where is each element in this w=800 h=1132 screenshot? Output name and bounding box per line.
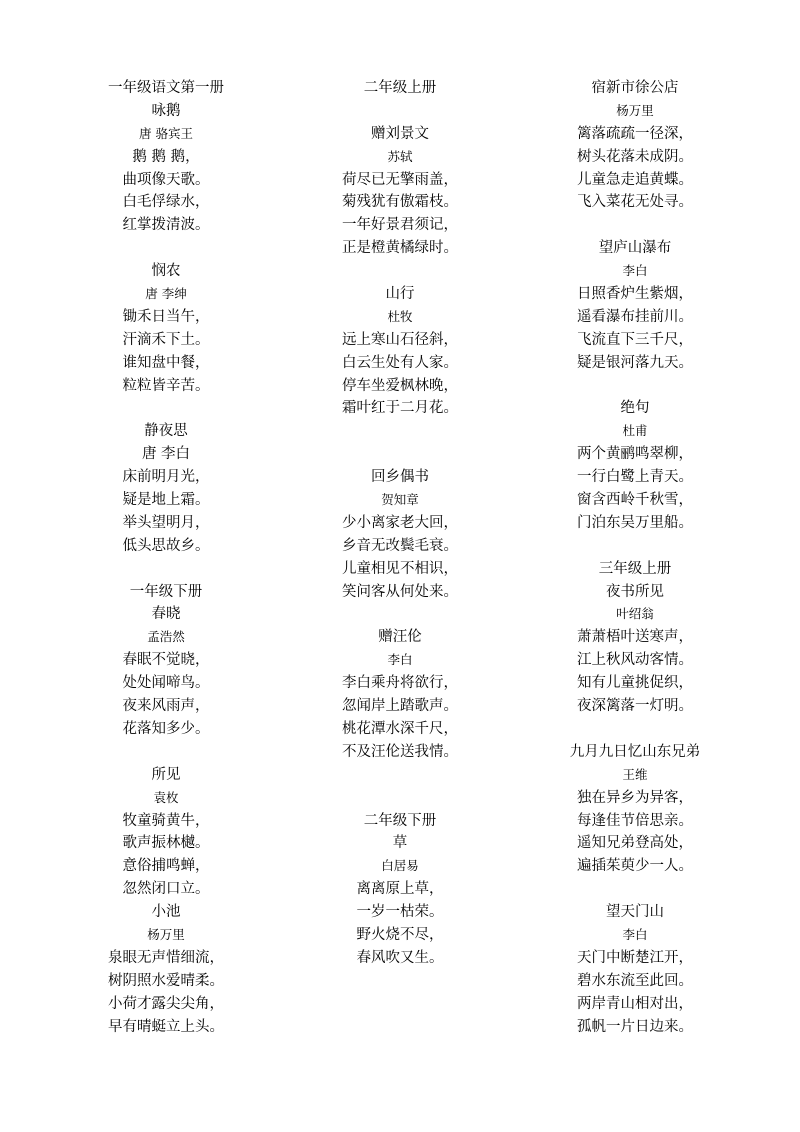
poem-column-3 <box>510 77 760 1038</box>
poem-line: 菊残犹有傲霜枝。 <box>342 194 458 211</box>
poem-line: 一岁一枯荣。 <box>356 904 444 921</box>
poem-line: 夜深篱落一灯明。 <box>577 698 693 715</box>
poem-line: 两个黄鹂鸣翠柳， <box>577 446 693 463</box>
poem-title: 望天门山 <box>606 904 664 921</box>
poem-title: 夜书所见 <box>606 583 664 600</box>
poem-author: 杜牧 <box>387 308 413 324</box>
poem-line: 笑问客从何处来。 <box>342 583 458 600</box>
section-heading: 一年级下册 <box>129 583 203 600</box>
poem-line: 乡音无改鬓毛衰。 <box>342 537 458 554</box>
poem-line: 遥看瀑布挂前川。 <box>577 308 693 325</box>
poem-line: 歌声振林樾。 <box>122 835 210 852</box>
poem-line: 离离原上草， <box>356 881 444 898</box>
poem-line: 荷尽已无擎雨盖， <box>342 171 458 188</box>
poem-line: 疑是地上霜。 <box>122 492 210 509</box>
poem-line: 举头望明月， <box>122 514 210 531</box>
poem-line: 野火烧不尽， <box>356 926 444 943</box>
section-heading: 一年级语文第一册 <box>108 80 224 96</box>
blank-line <box>41 741 291 764</box>
poem-line: 少小离家老大回， <box>342 514 458 531</box>
poem-author: 李白 <box>387 652 413 668</box>
poem-line: 低头思故乡。 <box>122 537 210 554</box>
poem-line: 遥知兄弟登高处， <box>577 835 693 852</box>
poem-line: 床前明月光， <box>122 469 210 486</box>
poem-author: 白居易 <box>381 858 419 874</box>
poem-author: 贺知章 <box>381 492 419 508</box>
poem-line: 花落知多少。 <box>122 720 210 737</box>
poem-title: 静夜思 <box>144 423 188 440</box>
poem-line: 门泊东吴万里船。 <box>577 514 693 531</box>
blank-line <box>510 375 760 398</box>
poem-author: 李白 <box>622 263 648 279</box>
poem-line: 霜叶红于二月花。 <box>342 400 458 417</box>
poem-line: 李白乘舟将欲行， <box>342 675 458 692</box>
poem-title: 九月九日忆山东兄弟 <box>569 743 701 760</box>
poem-author: 叶绍翁 <box>616 606 654 622</box>
poem-line: 春风吹又生。 <box>356 949 444 966</box>
poem-line: 篱落疏疏一径深， <box>577 125 693 142</box>
poem-line: 飞流直下三千尺， <box>577 331 693 348</box>
poem-line: 唐 李白 <box>141 446 191 463</box>
poem-title: 小池 <box>151 904 181 921</box>
poem-line: 两岸青山相对出， <box>577 995 693 1012</box>
poem-title: 悯农 <box>151 263 181 280</box>
poem-line: 不及汪伦送我情。 <box>342 743 458 760</box>
poem-line: 一行白鹭上青天。 <box>577 469 693 486</box>
blank-line <box>510 214 760 237</box>
blank-line <box>510 718 760 741</box>
poem-line: 鹅 鹅 鹅， <box>132 148 200 165</box>
poem-line: 锄禾日当午， <box>122 308 210 325</box>
poem-author: 王维 <box>622 766 648 782</box>
poem-line: 夜来风雨声， <box>122 698 210 715</box>
poem-line: 停车坐爱枫林晚， <box>342 377 458 394</box>
blank-line <box>41 558 291 581</box>
poem-line: 一年好景君须记， <box>342 217 458 234</box>
poem-line: 早有晴蜓立上头。 <box>108 1018 224 1035</box>
poem-column-2 <box>275 77 525 970</box>
poem-line: 桃花潭水深千尺， <box>342 720 458 737</box>
poem-line: 曲项像天歌。 <box>122 171 210 188</box>
poem-line: 儿童急走追黄蝶。 <box>577 171 693 188</box>
poem-line: 江上秋风动客情。 <box>577 652 693 669</box>
poem-line: 春眠不觉晓， <box>122 652 210 669</box>
poem-line: 谁知盘中餐， <box>122 354 210 371</box>
blank-line <box>275 260 525 283</box>
poem-line: 独在异乡为异客， <box>577 789 693 806</box>
section-heading: 二年级下册 <box>363 812 437 829</box>
poem-line: 红掌拨清波。 <box>122 217 210 234</box>
poem-title: 所见 <box>151 766 181 783</box>
poem-line: 知有儿童挑促织， <box>577 675 693 692</box>
blank-line <box>510 535 760 558</box>
poem-author: 袁枚 <box>153 789 179 805</box>
poem-line: 每逢佳节倍思亲。 <box>577 812 693 829</box>
section-heading: 三年级上册 <box>598 560 672 577</box>
blank-line <box>275 100 525 123</box>
blank-line <box>510 878 760 901</box>
poem-line: 忽闻岸上踏歌声。 <box>342 698 458 715</box>
poem-title: 回乡偶书 <box>371 469 429 486</box>
poem-line: 远上寒山石径斜， <box>342 331 458 348</box>
blank-line <box>275 603 525 626</box>
poem-line: 白云生处有人家。 <box>342 354 458 371</box>
blank-line <box>41 397 291 420</box>
poem-title: 绝句 <box>620 400 650 417</box>
poem-author: 杜甫 <box>622 423 648 439</box>
poem-line: 飞入菜花无处寻。 <box>577 194 693 211</box>
poem-author: 杨万里 <box>147 926 185 942</box>
poem-line: 小荷才露尖尖角， <box>108 995 224 1012</box>
poem-line: 忽然闭口立。 <box>122 881 210 898</box>
poem-line: 粒粒皆辛苦。 <box>122 377 210 394</box>
blank-line <box>275 443 525 466</box>
poem-line: 正是橙黄橘绿时。 <box>342 240 458 257</box>
blank-line <box>275 764 525 787</box>
poem-line: 碧水东流至此回。 <box>577 972 693 989</box>
blank-line <box>275 787 525 810</box>
poem-author: 唐 骆宾王 <box>139 125 193 141</box>
poem-line: 疑是银河落九天。 <box>577 354 693 371</box>
poem-line: 儿童相见不相识， <box>342 560 458 577</box>
poem-line: 树阴照水爱晴柔。 <box>108 972 224 989</box>
blank-line <box>275 420 525 443</box>
poem-title: 赠汪伦 <box>378 629 422 646</box>
poem-line: 日照香炉生紫烟， <box>577 286 693 303</box>
poem-author: 唐 李绅 <box>145 286 187 302</box>
poem-title: 宿新市徐公店 <box>591 80 679 96</box>
poem-line: 泉眼无声惜细流， <box>108 949 224 966</box>
poem-line: 意俗捕鸣蝉， <box>122 858 210 875</box>
poem-author: 孟浩然 <box>147 629 185 645</box>
poem-title: 咏鹅 <box>151 102 181 119</box>
poem-title: 春晓 <box>151 606 181 623</box>
poem-title: 草 <box>392 835 408 852</box>
section-heading: 二年级上册 <box>363 80 437 96</box>
poem-line: 牧童骑黄牛， <box>122 812 210 829</box>
poem-title: 望庐山瀑布 <box>598 240 672 257</box>
blank-line <box>41 237 291 260</box>
poem-line: 孤帆一片日边来。 <box>577 1018 693 1035</box>
poem-line: 遍插茱萸少一人。 <box>577 858 693 875</box>
poem-line: 窗含西岭千秋雪， <box>577 492 693 509</box>
poem-line: 树头花落未成阴。 <box>577 148 693 165</box>
poem-line: 天门中断楚江开， <box>577 949 693 966</box>
poem-author: 苏轼 <box>387 148 413 164</box>
poem-line: 汗滴禾下土。 <box>122 331 210 348</box>
poem-author: 李白 <box>622 926 648 942</box>
poem-column-1 <box>41 77 291 1038</box>
poem-line: 萧萧梧叶送寒声， <box>577 629 693 646</box>
poem-title: 赠刘景文 <box>371 125 429 142</box>
poem-title: 山行 <box>385 286 415 303</box>
poem-line: 白毛俘绿水， <box>122 194 210 211</box>
poem-author: 杨万里 <box>616 102 654 118</box>
poem-line: 处处闻啼鸟。 <box>122 675 210 692</box>
